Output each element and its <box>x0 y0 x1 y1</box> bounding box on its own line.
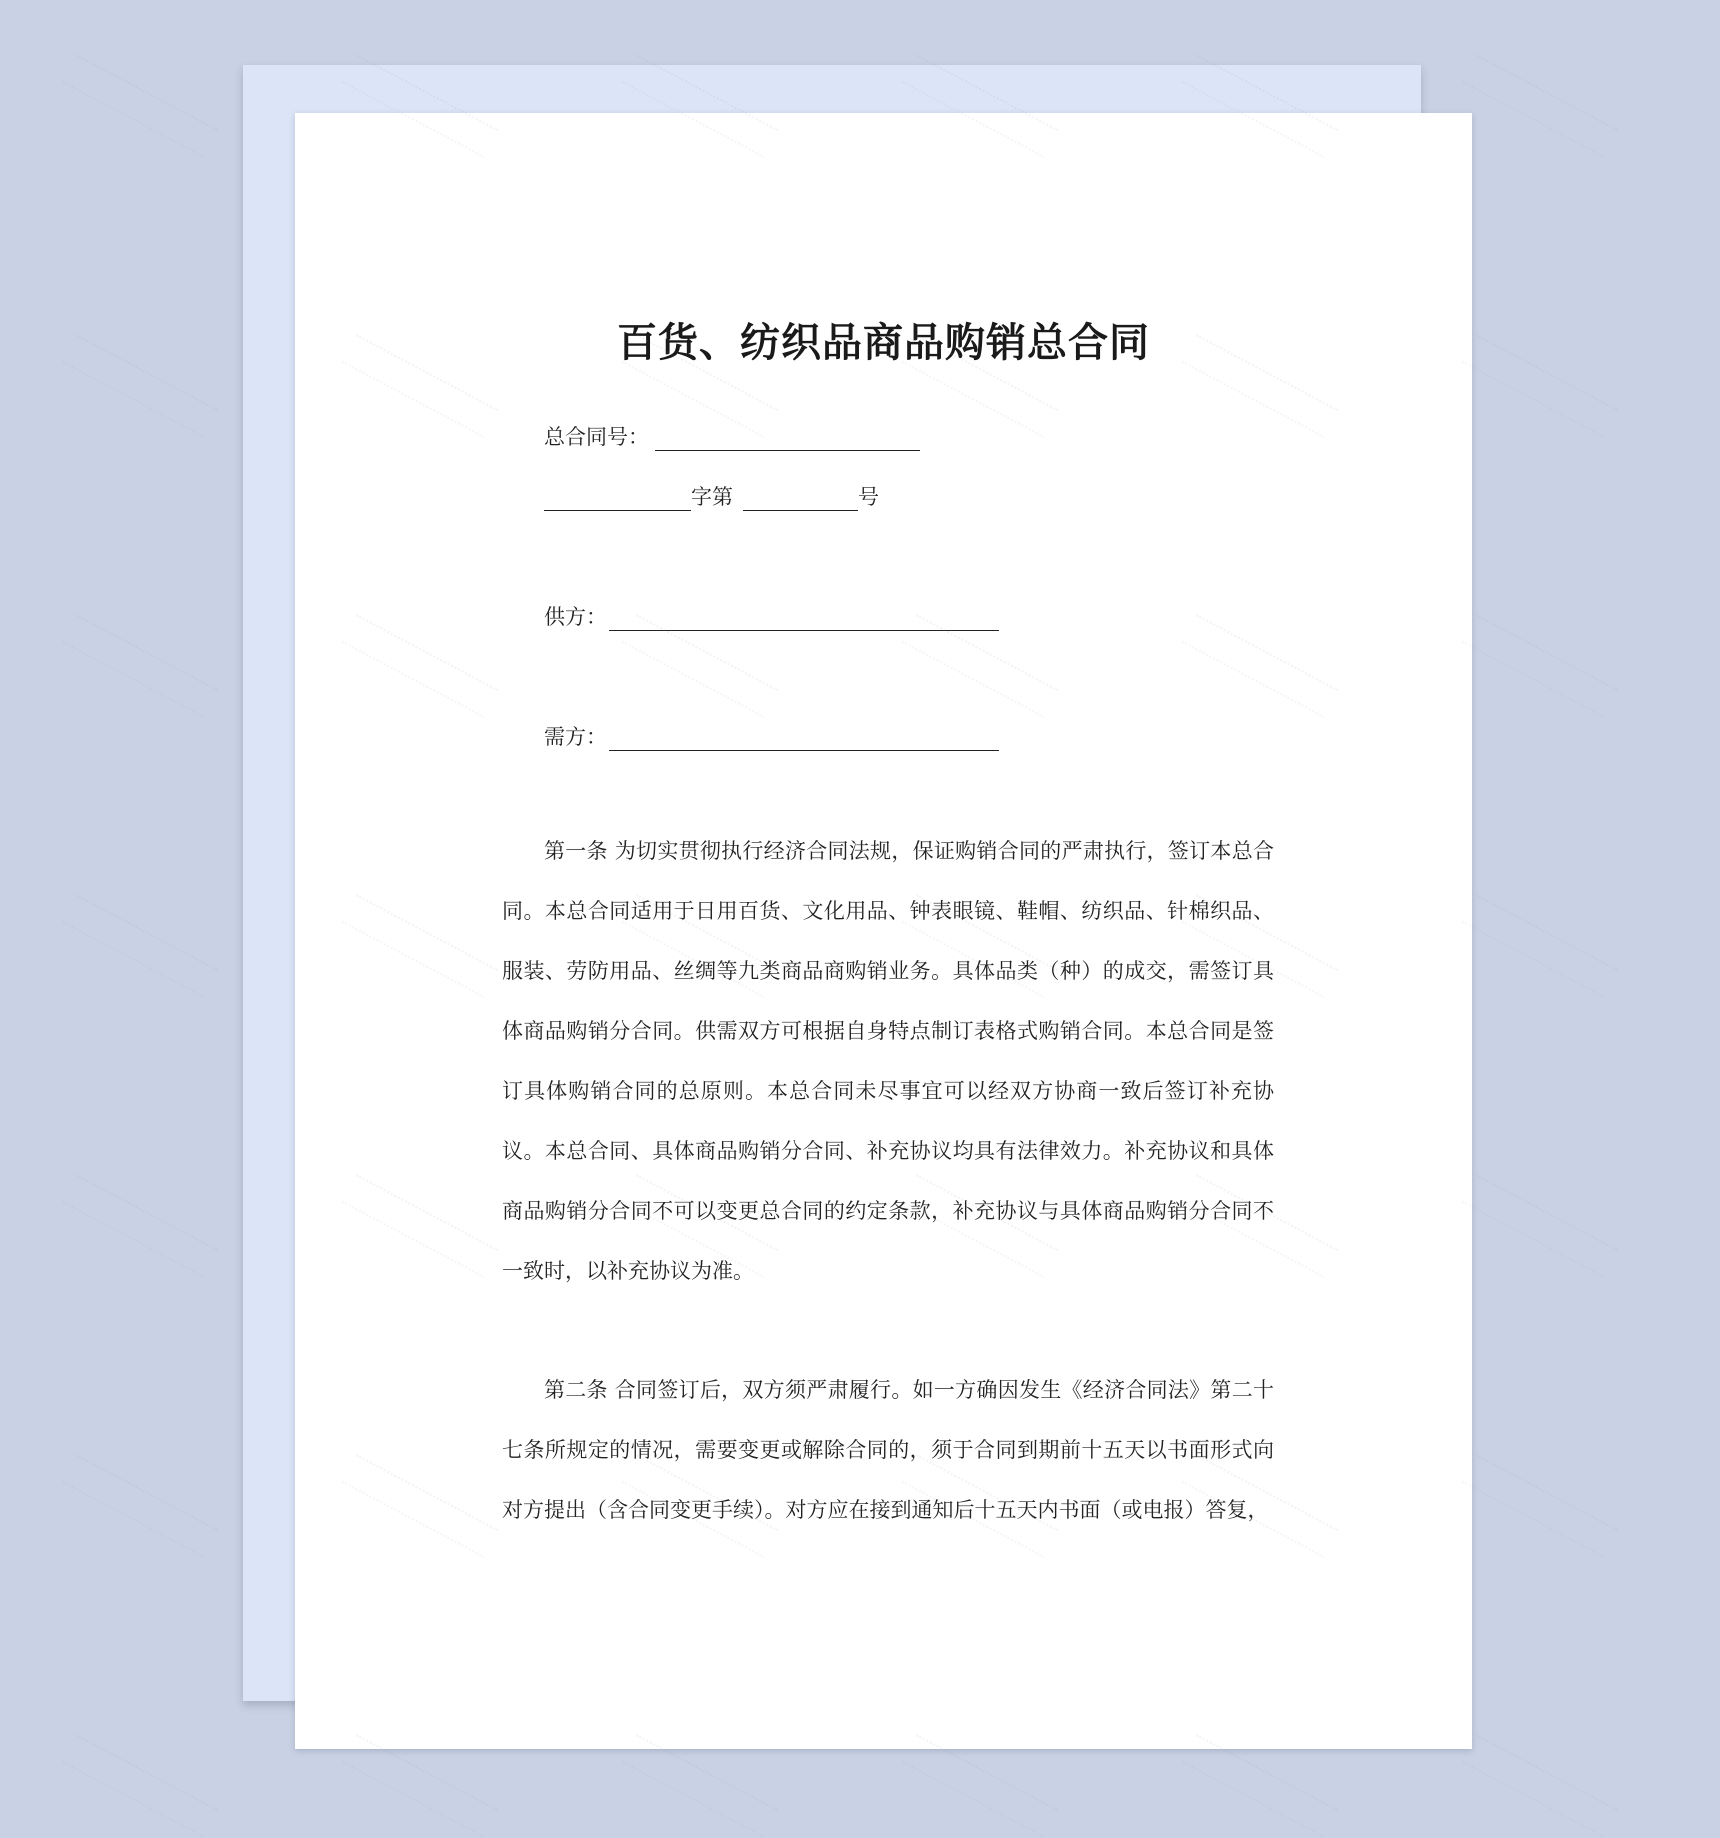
buyer-label: 需方： <box>544 725 607 749</box>
watermark-mark <box>1462 334 1618 437</box>
watermark-mark <box>62 334 218 437</box>
watermark-mark <box>1462 894 1618 997</box>
watermark-mark <box>62 614 218 717</box>
watermark-mark <box>1462 614 1618 717</box>
document-number-blank <box>743 488 858 511</box>
document-prefix-blank <box>544 488 691 511</box>
watermark-mark <box>62 1174 218 1277</box>
article-1-text: 第一条 为切实贯彻执行经济合同法规，保证购销合同的严肃执行，签订本总合同。本总合同适用于日用百货、文化用品、钟表眼镜、鞋帽、纺织品、针棉织品、服装、劳防用品、丝绸等九类商品商购销业务。具体品类（种）的成交，需签订具体商品购销分合同。供需双方可根据自身特点制订表格式购销合同。本总合同是签订具体购销合同的总原则。本总合同未尽事宜可以经双方协商一致后签订补充协议。本总合同、具体商品购销分合同、补充协议均具有法律效力。补充协议和具体商品购销分合同不可以变更总合同的约定条款，补充协议与具体商品购销分合同不一致时，以补充协议为准。 <box>502 839 1274 1283</box>
supplier-label: 供方： <box>544 605 607 629</box>
watermark-mark <box>1462 1734 1618 1837</box>
contract-number-blank <box>655 428 920 451</box>
hao-label: 号 <box>858 485 879 509</box>
buyer-blank <box>609 728 999 751</box>
watermark-mark <box>1182 1734 1338 1837</box>
watermark-mark <box>1462 1174 1618 1277</box>
supplier-field <box>544 601 999 631</box>
supplier-blank <box>609 608 999 631</box>
document-title: 百货、纺织品商品购销总合同 <box>617 320 1150 366</box>
watermark-mark <box>1462 1454 1618 1557</box>
watermark-mark <box>62 54 218 157</box>
article-2-text: 第二条 合同签订后，双方须严肃履行。如一方确因发生《经济合同法》第二十七条所规定的情况，需要变更或解除合同的，须于合同到期前十五天以书面形式向对方提出（含合同变更手续）。对方应在接到通知后十五天内书面（或电报）答复， <box>502 1378 1274 1522</box>
document-page <box>295 113 1472 1749</box>
watermark-mark <box>902 1734 1058 1837</box>
watermark-mark <box>342 1734 498 1837</box>
buyer-field <box>544 721 999 751</box>
contract-number-label: 总合同号： <box>544 425 649 449</box>
watermark-mark <box>62 894 218 997</box>
watermark-mark <box>62 1454 218 1557</box>
article-1 <box>502 821 1274 1301</box>
watermark-mark <box>1462 54 1618 157</box>
article-2 <box>502 1360 1274 1540</box>
watermark-mark <box>62 1734 218 1837</box>
document-number-field <box>544 481 879 511</box>
watermark-mark <box>622 1734 778 1837</box>
contract-number-field <box>544 421 920 451</box>
zi-di-label: 字第 <box>691 485 733 509</box>
